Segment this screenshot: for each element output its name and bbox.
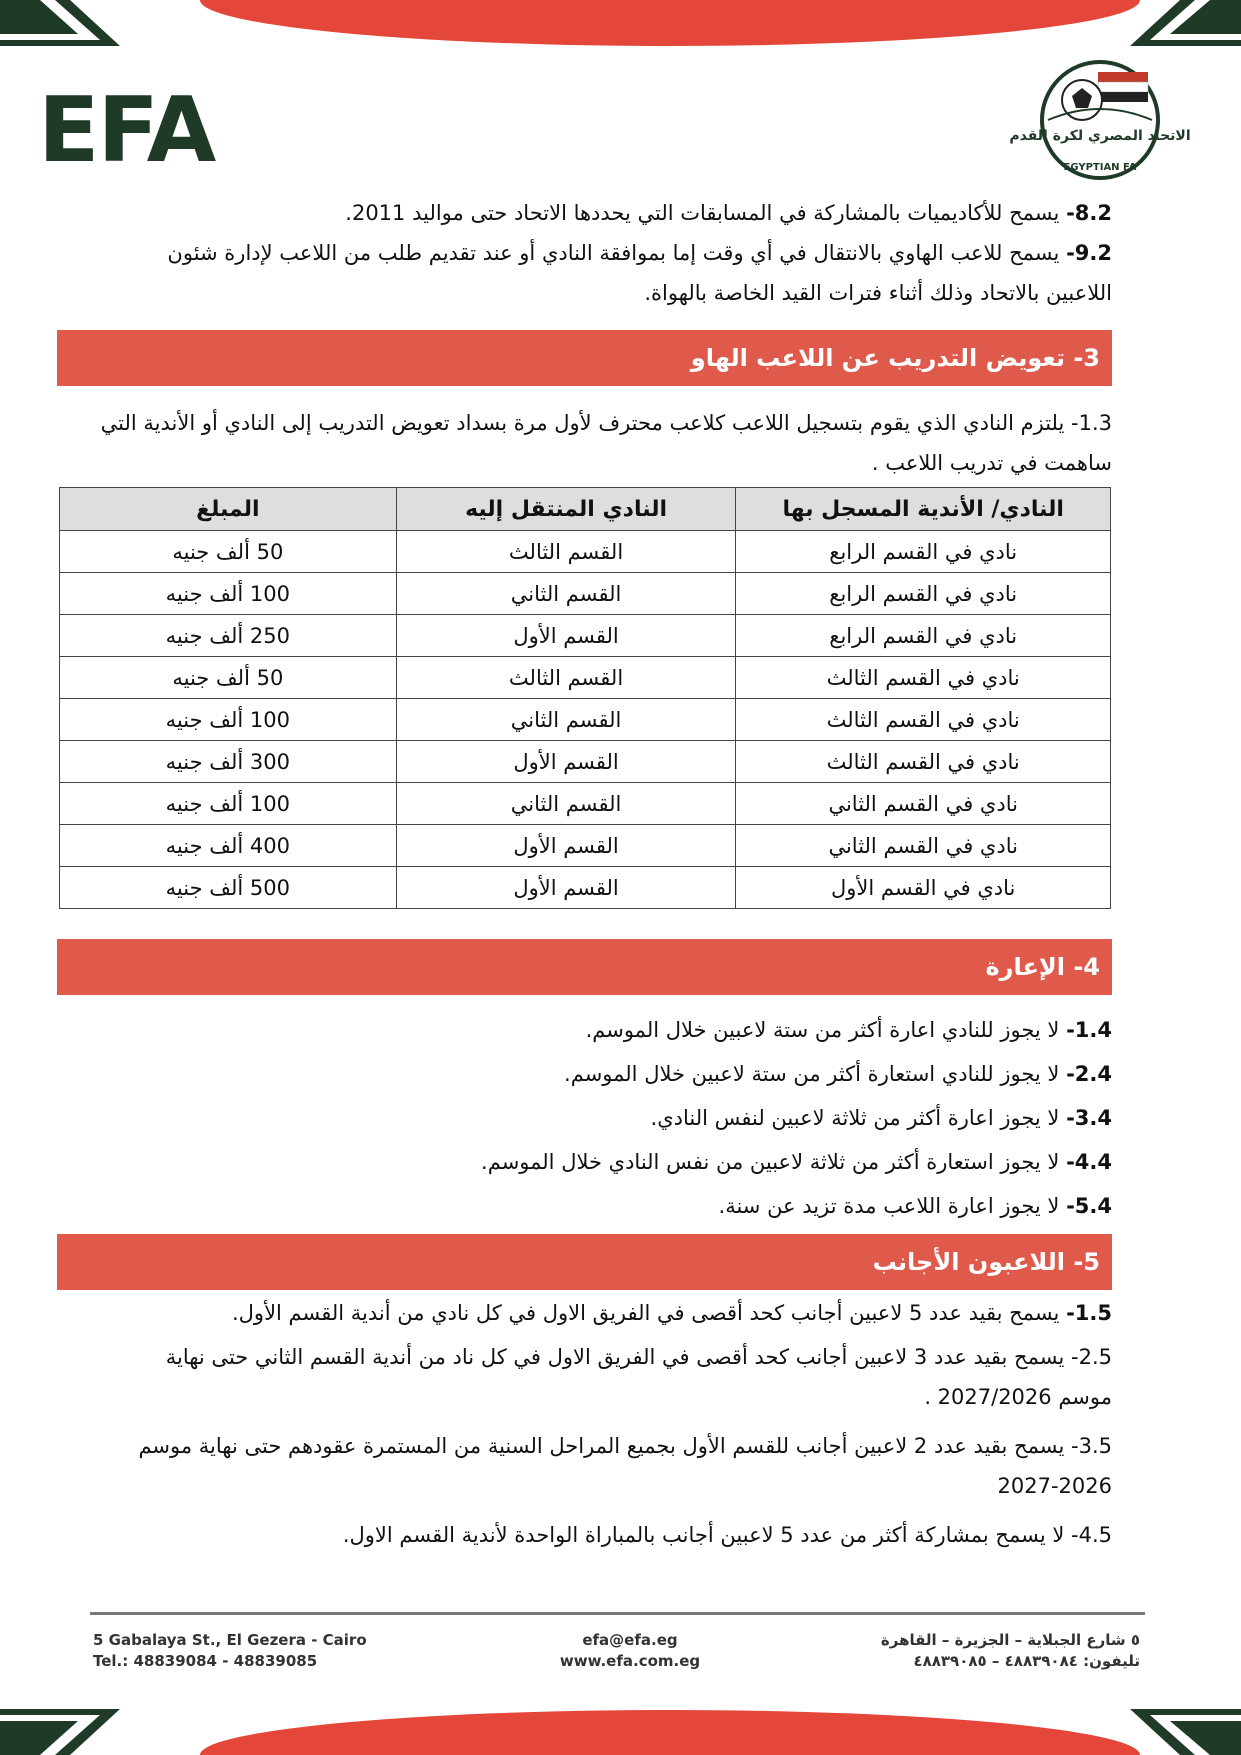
table-cell: 500 ألف جنيه — [60, 867, 397, 909]
table-cell: نادي في القسم الثالث — [736, 741, 1111, 783]
list-item — [120, 1098, 1112, 1138]
table-cell: نادي في القسم الرابع — [736, 573, 1111, 615]
table-cell: 100 ألف جنيه — [60, 699, 397, 741]
section-3-heading: 3- تعويض التدريب عن اللاعب الهاو — [57, 330, 1112, 386]
item-number: 4.4- — [1066, 1150, 1112, 1174]
table-cell: نادي في القسم الثاني — [736, 783, 1111, 825]
table-row — [60, 699, 1111, 741]
table-cell: نادي في القسم الأول — [736, 867, 1111, 909]
list-item — [120, 193, 1112, 233]
table-row — [60, 531, 1111, 573]
list-item — [120, 1054, 1112, 1094]
address-line: 5 Gabalaya St., El Gezera - Cairo — [93, 1631, 367, 1649]
item-text: لا يجوز اعارة أكثر من ثلاثة لاعبين لنفس النادي. — [650, 1106, 1067, 1130]
list-item — [120, 1142, 1112, 1182]
table-cell: نادي في القسم الثالث — [736, 699, 1111, 741]
section-5-heading: 5- اللاعبون الأجانب — [57, 1234, 1112, 1290]
table-row — [60, 783, 1111, 825]
item-text: لا يجوز للنادي اعارة أكثر من ستة لاعبين خلال الموسم. — [585, 1018, 1067, 1042]
list-item — [120, 1186, 1112, 1226]
table-cell: 100 ألف جنيه — [60, 573, 397, 615]
table-cell: القسم الأول — [396, 867, 736, 909]
footer-divider — [90, 1612, 1145, 1615]
table-cell: القسم الثالث — [396, 531, 736, 573]
item-number: 9.2- — [1066, 241, 1112, 265]
item-number: 5.4- — [1066, 1194, 1112, 1218]
table-cell: القسم الثاني — [396, 699, 736, 741]
table-row — [60, 615, 1111, 657]
item-text: لا يسمح بمشاركة أكثر من عدد 5 لاعبين أجانب بالمباراة الواحدة لأندية القسم الاول. — [342, 1523, 1072, 1547]
table-row — [60, 825, 1111, 867]
item-text: يسمح بقيد عدد 3 لاعبين أجانب كحد أقصى في الفريق الاول في كل ناد من أندية القسم الثاني حتى نهاية موسم 2027/2026 . — [165, 1345, 1112, 1409]
list-item — [120, 1426, 1112, 1506]
item-text: لا يجوز استعارة أكثر من ثلاثة لاعبين من نفس النادي خلال الموسم. — [481, 1150, 1067, 1174]
footer-address-arabic — [760, 1630, 1140, 1672]
list-item — [120, 1010, 1112, 1050]
column-header: النادي المنتقل إليه — [396, 488, 736, 531]
table-cell: القسم الثاني — [396, 783, 736, 825]
list-item — [120, 1515, 1112, 1555]
list-item — [120, 233, 1112, 313]
website-link[interactable]: www.efa.com.eg — [559, 1652, 701, 1670]
telephone-line: تليفون: ٤٨٨٣٩٠٨٤ – ٤٨٨٣٩٠٨٥ — [913, 1652, 1140, 1670]
list-item — [120, 1293, 1112, 1333]
crest-english-text: EGYPTIAN FA — [1063, 162, 1137, 173]
item-text: يلتزم النادي الذي يقوم بتسجيل اللاعب كلاعب محترف لأول مرة بسداد تعويض التدريب إلى النادي أو الأندية التي ساهمت في تدريب اللاعب . — [100, 411, 1112, 475]
table-cell: 300 ألف جنيه — [60, 741, 397, 783]
list-item — [120, 1337, 1112, 1417]
item-number: 1.4- — [1066, 1018, 1112, 1042]
bottom-decorative-band — [200, 1710, 1140, 1755]
egyptian-fa-crest-icon — [1009, 58, 1191, 182]
training-compensation-table — [59, 487, 1111, 909]
top-right-corner-stripe — [1130, 0, 1241, 50]
footer-address-english — [93, 1630, 367, 1672]
table-row — [60, 741, 1111, 783]
efa-logo: EFA — [38, 78, 215, 183]
column-header: النادي/ الأندية المسجل بها — [736, 488, 1111, 531]
table-cell: نادي في القسم الرابع — [736, 615, 1111, 657]
address-line: ٥ شارع الجبلاية – الجزيرة – القاهرة — [880, 1631, 1140, 1649]
table-header-row — [60, 488, 1111, 531]
item-number: 1.5- — [1066, 1301, 1112, 1325]
item-text: يسمح بقيد عدد 2 لاعبين أجانب للقسم الأول بجميع المراحل السنية من المستمرة عقودهم حتى نهاية موسم 2026-2027 — [138, 1434, 1112, 1498]
crest-arabic-text: الاتحاد المصري لكرة القدم — [1009, 128, 1191, 144]
item-number: 4.5- — [1071, 1523, 1112, 1547]
item-number: 2.5- — [1071, 1345, 1112, 1369]
table-cell: القسم الأول — [396, 741, 736, 783]
table-cell: 400 ألف جنيه — [60, 825, 397, 867]
top-decorative-band — [200, 0, 1140, 46]
table-cell: 250 ألف جنيه — [60, 615, 397, 657]
item-text: لا يجوز اعارة اللاعب مدة تزيد عن سنة. — [718, 1194, 1067, 1218]
table-cell: 50 ألف جنيه — [60, 657, 397, 699]
table-cell: القسم الأول — [396, 825, 736, 867]
table-cell: 100 ألف جنيه — [60, 783, 397, 825]
list-item — [57, 403, 1112, 483]
column-header: المبلغ — [60, 488, 397, 531]
item-number: 3.4- — [1066, 1106, 1112, 1130]
email-link[interactable]: efa@efa.eg — [582, 1631, 678, 1649]
table-cell: نادي في القسم الثاني — [736, 825, 1111, 867]
item-text: يسمح بقيد عدد 5 لاعبين أجانب كحد أقصى في الفريق الاول في كل نادي من أندية القسم الأول. — [232, 1301, 1067, 1325]
table-cell: نادي في القسم الرابع — [736, 531, 1111, 573]
table-cell: القسم الثالث — [396, 657, 736, 699]
item-number: 2.4- — [1066, 1062, 1112, 1086]
table-row — [60, 573, 1111, 615]
item-text: لا يجوز للنادي استعارة أكثر من ستة لاعبين خلال الموسم. — [564, 1062, 1067, 1086]
footer-contact — [490, 1630, 770, 1672]
item-text: يسمح للاعب الهاوي بالانتقال في أي وقت إما بموافقة النادي أو عند تقديم طلب من اللاعب لإدارة شئون اللاعبين بالاتحاد وذلك أثناء فترات القيد الخاصة بالهواة. — [167, 241, 1112, 305]
item-text: يسمح للأكاديميات بالمشاركة في المسابقات التي يحددها الاتحاد حتى مواليد 2011. — [345, 201, 1067, 225]
bottom-right-corner-stripe — [1130, 1705, 1241, 1755]
item-number: 8.2- — [1066, 201, 1112, 225]
table-cell: القسم الأول — [396, 615, 736, 657]
telephone-line: Tel.: 48839084 - 48839085 — [93, 1652, 318, 1670]
bottom-left-corner-stripe — [0, 1705, 130, 1755]
table-row — [60, 867, 1111, 909]
table-cell: نادي في القسم الثالث — [736, 657, 1111, 699]
table-cell: القسم الثاني — [396, 573, 736, 615]
top-left-corner-stripe — [0, 0, 130, 50]
section-4-heading: 4- الإعارة — [57, 939, 1112, 995]
item-number: 1.3- — [1071, 411, 1112, 435]
table-cell: 50 ألف جنيه — [60, 531, 397, 573]
item-number: 3.5- — [1071, 1434, 1112, 1458]
table-row — [60, 657, 1111, 699]
